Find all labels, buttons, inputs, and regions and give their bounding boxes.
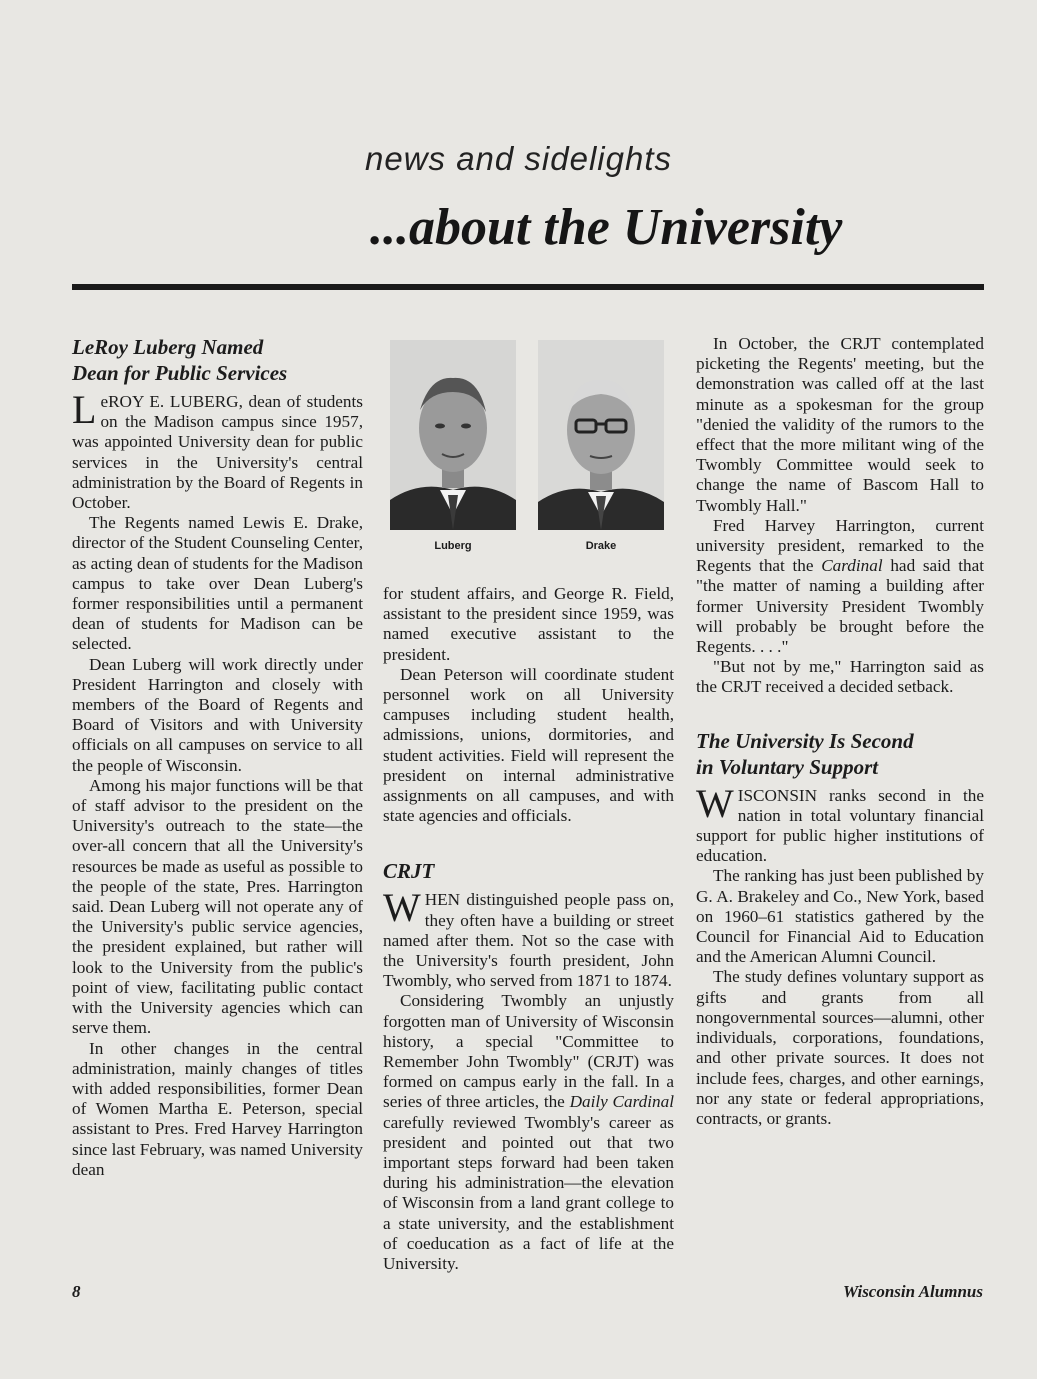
drop-cap: W <box>383 885 421 931</box>
article-heading-support <box>696 728 984 780</box>
paragraph: Dean Peterson will coordinate student personnel work on all University campuses including student health, admissions, unions, dormitories, and student activities. Field will represent the president on internal administrative assignments on all campuses, and with state agencies and officials. <box>383 664 674 826</box>
paragraph-text: ISCONSIN ranks second in the nation in total voluntary financial support for public higher institutions of education. <box>696 785 984 866</box>
paragraph: for student affairs, and George R. Field, assistant to the president since 1959, was named executive assistant to the president. <box>383 584 674 664</box>
paragraph-text: HEN distinguished people pass on, they often have a building or street named after them. Not so the case with the University's fourth president, John Twombly, who served from 1871 to 1874. <box>383 890 674 991</box>
article-heading-crjt: CRJT <box>383 859 435 884</box>
drop-cap: W <box>696 780 734 826</box>
paragraph <box>383 991 674 1274</box>
page-title: ...about the University <box>370 199 843 256</box>
article-heading-luberg <box>72 334 363 386</box>
paragraph <box>72 387 363 513</box>
paragraph-text: Considering Twombly an unjustly forgotten man of University of Wisconsin history, a special "Committee to Remember John Twombly" (CRJT) was formed on campus early in the fall. In a series of three articles, the <box>383 991 674 1112</box>
page-number: 8 <box>72 1282 81 1301</box>
paragraph: In October, the CRJT contemplated picketing the Regents' meeting, but the demonstration was called off at the last minute as a spokesman for the group "denied the validity of the rumors to the effect that the more militant wing of the Twombly Committee would seek to change the name of Bascom Hall to Twombly Hall." <box>696 334 984 515</box>
luberg-photo <box>390 340 516 530</box>
heading-line: The University Is Second <box>696 728 914 753</box>
section-title: news and sidelights <box>364 140 672 177</box>
paragraph <box>696 780 984 867</box>
newspaper-name: Daily Cardinal <box>569 1092 674 1112</box>
magazine-name: Wisconsin Alumnus <box>842 1282 983 1301</box>
header-rule <box>72 284 984 290</box>
heading-line: in Voluntary Support <box>696 754 879 779</box>
luberg-caption: Luberg <box>434 540 472 552</box>
paragraph: The Regents named Lewis E. Drake, director of the Student Counseling Center, as acting dean of students for the Madison campus to take over Dean Luberg's former responsibilities until a permanent dean of students for Madison can be selected. <box>72 513 363 654</box>
column-2 <box>383 584 674 1274</box>
paragraph-text: had said that "the matter of naming a building after former University President Twombly will probably be brought before the Regents. . . ." <box>696 556 984 657</box>
paragraph: Dean Luberg will work directly under President Harrington and closely with members of the Board of Regents and Board of Visitors and with University officials on all campuses on service to all the people of Wisconsin. <box>72 654 363 775</box>
paragraph-text: eROY E. LUBERG, dean of students on the Madison campus since 1957, was appointed University dean for public services in the University's central administration by the Board of Regents in October. <box>72 392 363 513</box>
paragraph: "But not by me," Harrington said as the CRJT received a decided setback. <box>696 657 984 697</box>
paragraph: In other changes in the central administration, mainly changes of titles with added responsibilities, former Dean of Women Martha E. Peterson, special assistant to Pres. Fred Harvey Harrington since last February, was named University dean <box>72 1038 363 1179</box>
paragraph: Among his major functions will be that of staff advisor to the president on the University's outreach to the state—the over-all concern that all the University's resources be made as useful as possible to the people of the state, Pres. Harrington said. Dean Luberg will not operate any of the University's public service agencies, the president explained, but rather will look to the University from the public's point of view, facilitating public contact with the University agencies which can serve them. <box>72 775 363 1038</box>
paragraph <box>696 516 984 657</box>
paragraph-text: carefully reviewed Twombly's career as president and pointed out that two important steps forward had been taken during his administration—the elevation of Wisconsin from a land grant college to a state university, and the establishment of coeducation as a fact of life at the University. <box>383 1112 674 1274</box>
drake-photo <box>538 340 664 530</box>
column-3 <box>696 334 984 1129</box>
paragraph: The study defines voluntary support as gifts and grants from all nongovernmental sources—alumni, other individuals, corporations, foundations, and other private sources. It does not include fees, charges, and other earnings, nor any state or federal appropriations, contracts, or grants. <box>696 967 984 1128</box>
column-1 <box>72 334 363 1180</box>
drop-cap: L <box>72 387 97 432</box>
paragraph <box>383 885 674 991</box>
drake-caption: Drake <box>585 540 617 552</box>
heading-line: LeRoy Luberg Named <box>72 335 264 359</box>
paragraph-text: Fred Harvey Harrington, current university president, remarked to the Regents that the <box>696 515 984 576</box>
newspaper-name: Cardinal <box>821 556 883 576</box>
paragraph: The ranking has just been published by G. A. Brakeley and Co., New York, based on 1960–61 statistics gathered by the Council for Financial Aid to Education and the American Alumni Council. <box>696 866 984 967</box>
heading-line: Dean for Public Services <box>72 361 288 385</box>
